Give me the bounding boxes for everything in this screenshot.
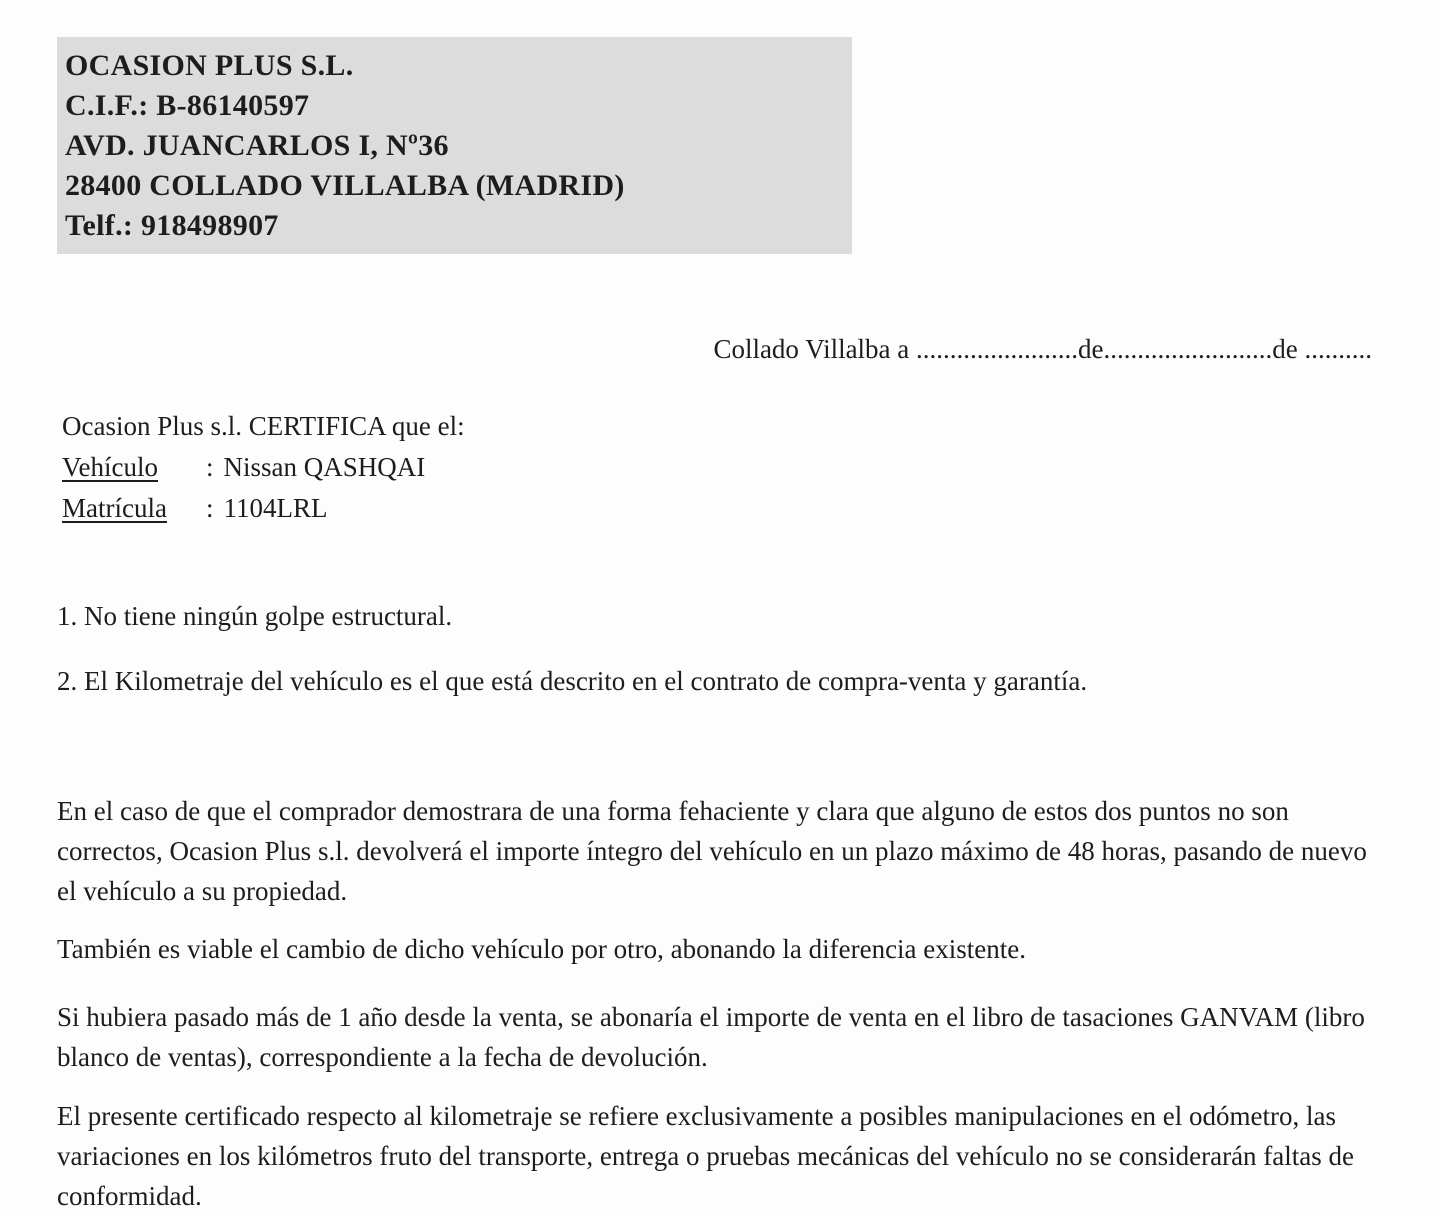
date-line: Collado Villalba a ........................de.........................de ..........: [713, 334, 1372, 364]
company-phone: Telf.: 918498907: [65, 209, 279, 242]
plate-separator: :: [206, 493, 214, 523]
certify-intro: Ocasion Plus s.l. CERTIFICA que el:: [62, 411, 465, 441]
certified-point-1: 1. No tiene ningún golpe estructural.: [57, 601, 453, 631]
company-cif: C.I.F.: B-86140597: [65, 89, 310, 122]
company-name: OCASION PLUS S.L.: [65, 49, 354, 82]
vehicle-row: [62, 447, 465, 488]
paragraph-refund-policy: En el caso de que el comprador demostrara de una forma fehaciente y clara que alguno de estos dos puntos no son correctos, Ocasion Plus s.l. devolverá el importe íntegro del vehículo en un plazo máximo de 48 horas, pasando de nuevo el vehículo a su propiedad.: [57, 796, 1367, 906]
company-city: 28400 COLLADO VILLALBA (MADRID): [65, 169, 625, 202]
certification-block: [62, 406, 465, 529]
vehicle-label: Vehículo: [62, 452, 158, 482]
company-address: AVD. JUANCARLOS I, Nº36: [65, 129, 449, 162]
plate-value: 1104LRL: [223, 493, 328, 523]
paragraph-ganvam-valuation: Si hubiera pasado más de 1 año desde la venta, se abonaría el importe de venta en el libro de tasaciones GANVAM (libro blanco de ventas), correspondiente a la fecha de devolución.: [57, 1002, 1365, 1072]
vehicle-value: Nissan QASHQAI: [223, 452, 426, 482]
certified-point-2: 2. El Kilometraje del vehículo es el que está descrito en el contrato de compra-venta y garantía.: [57, 666, 1088, 696]
plate-row: [62, 488, 465, 529]
paragraph-odometer-disclaimer: El presente certificado respecto al kilometraje se refiere exclusivamente a posibles manipulaciones en el odómetro, las variaciones en los kilómetros fruto del transporte, entrega o pruebas mecánicas del vehículo no se considerarán faltas de conformidad.: [57, 1101, 1355, 1211]
letterhead: [57, 37, 852, 254]
paragraph-exchange-option: También es viable el cambio de dicho vehículo por otro, abonando la diferencia existente.: [57, 934, 1027, 964]
plate-label: Matrícula: [62, 493, 167, 523]
vehicle-separator: :: [206, 452, 214, 482]
